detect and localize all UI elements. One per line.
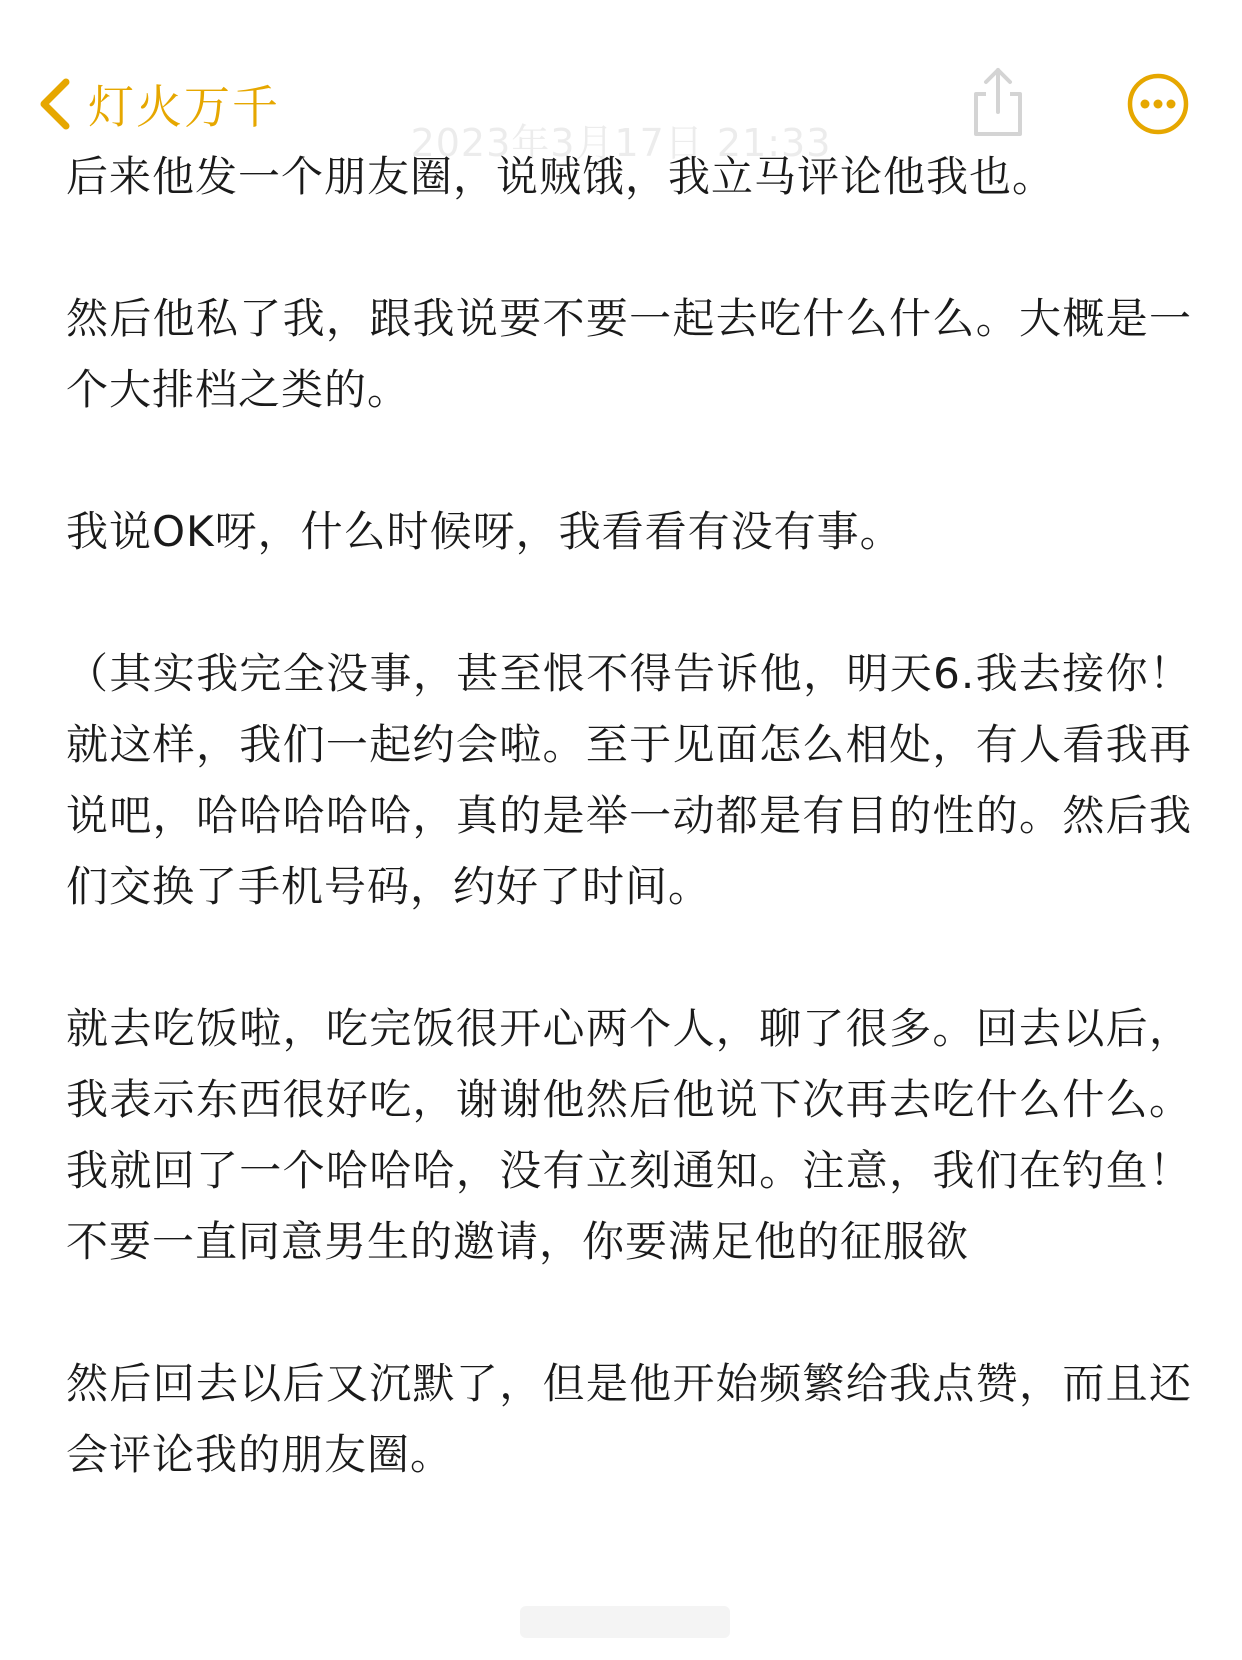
note-paragraph: （其实我完全没事，甚至恨不得告诉他，明天6.我去接你！就这样，我们一起约会啦。至于见面怎么相处，有人看我再说吧，哈哈哈哈哈，真的是举一动都是有目的性的。然后我们交换了手机号码，约好了时间。 [66, 649, 1192, 911]
note-body[interactable] [66, 141, 1192, 1561]
note-paragraph: 就去吃饭啦，吃完饭很开心两个人，聊了很多。回去以后，我表示东西很好吃，谢谢他然后他说下次再去吃什么什么。我就回了一个哈哈哈，没有立刻通知。注意，我们在钓鱼！不要一直同意男生的邀请，你要满足他的征服欲 [66, 1004, 1192, 1266]
watermark-image [520, 1600, 730, 1644]
note-date: 2023年3月17日 21:33 [410, 121, 832, 165]
back-label: 灯火万千 [88, 80, 280, 134]
note-paragraph: 然后回去以后又沉默了，但是他开始频繁给我点赞，而且还会评论我的朋友圈。 [66, 1359, 1192, 1479]
note-paragraph: 后来他发一个朋友圈，说贼饿，我立马评论他我也。 [66, 152, 1056, 201]
note-paragraph: 然后他私了我，跟我说要不要一起去吃什么什么。大概是一个大排档之类的。 [66, 294, 1192, 414]
note-paragraph: 我说OK呀，什么时候呀，我看看有没有事。 [66, 507, 903, 556]
